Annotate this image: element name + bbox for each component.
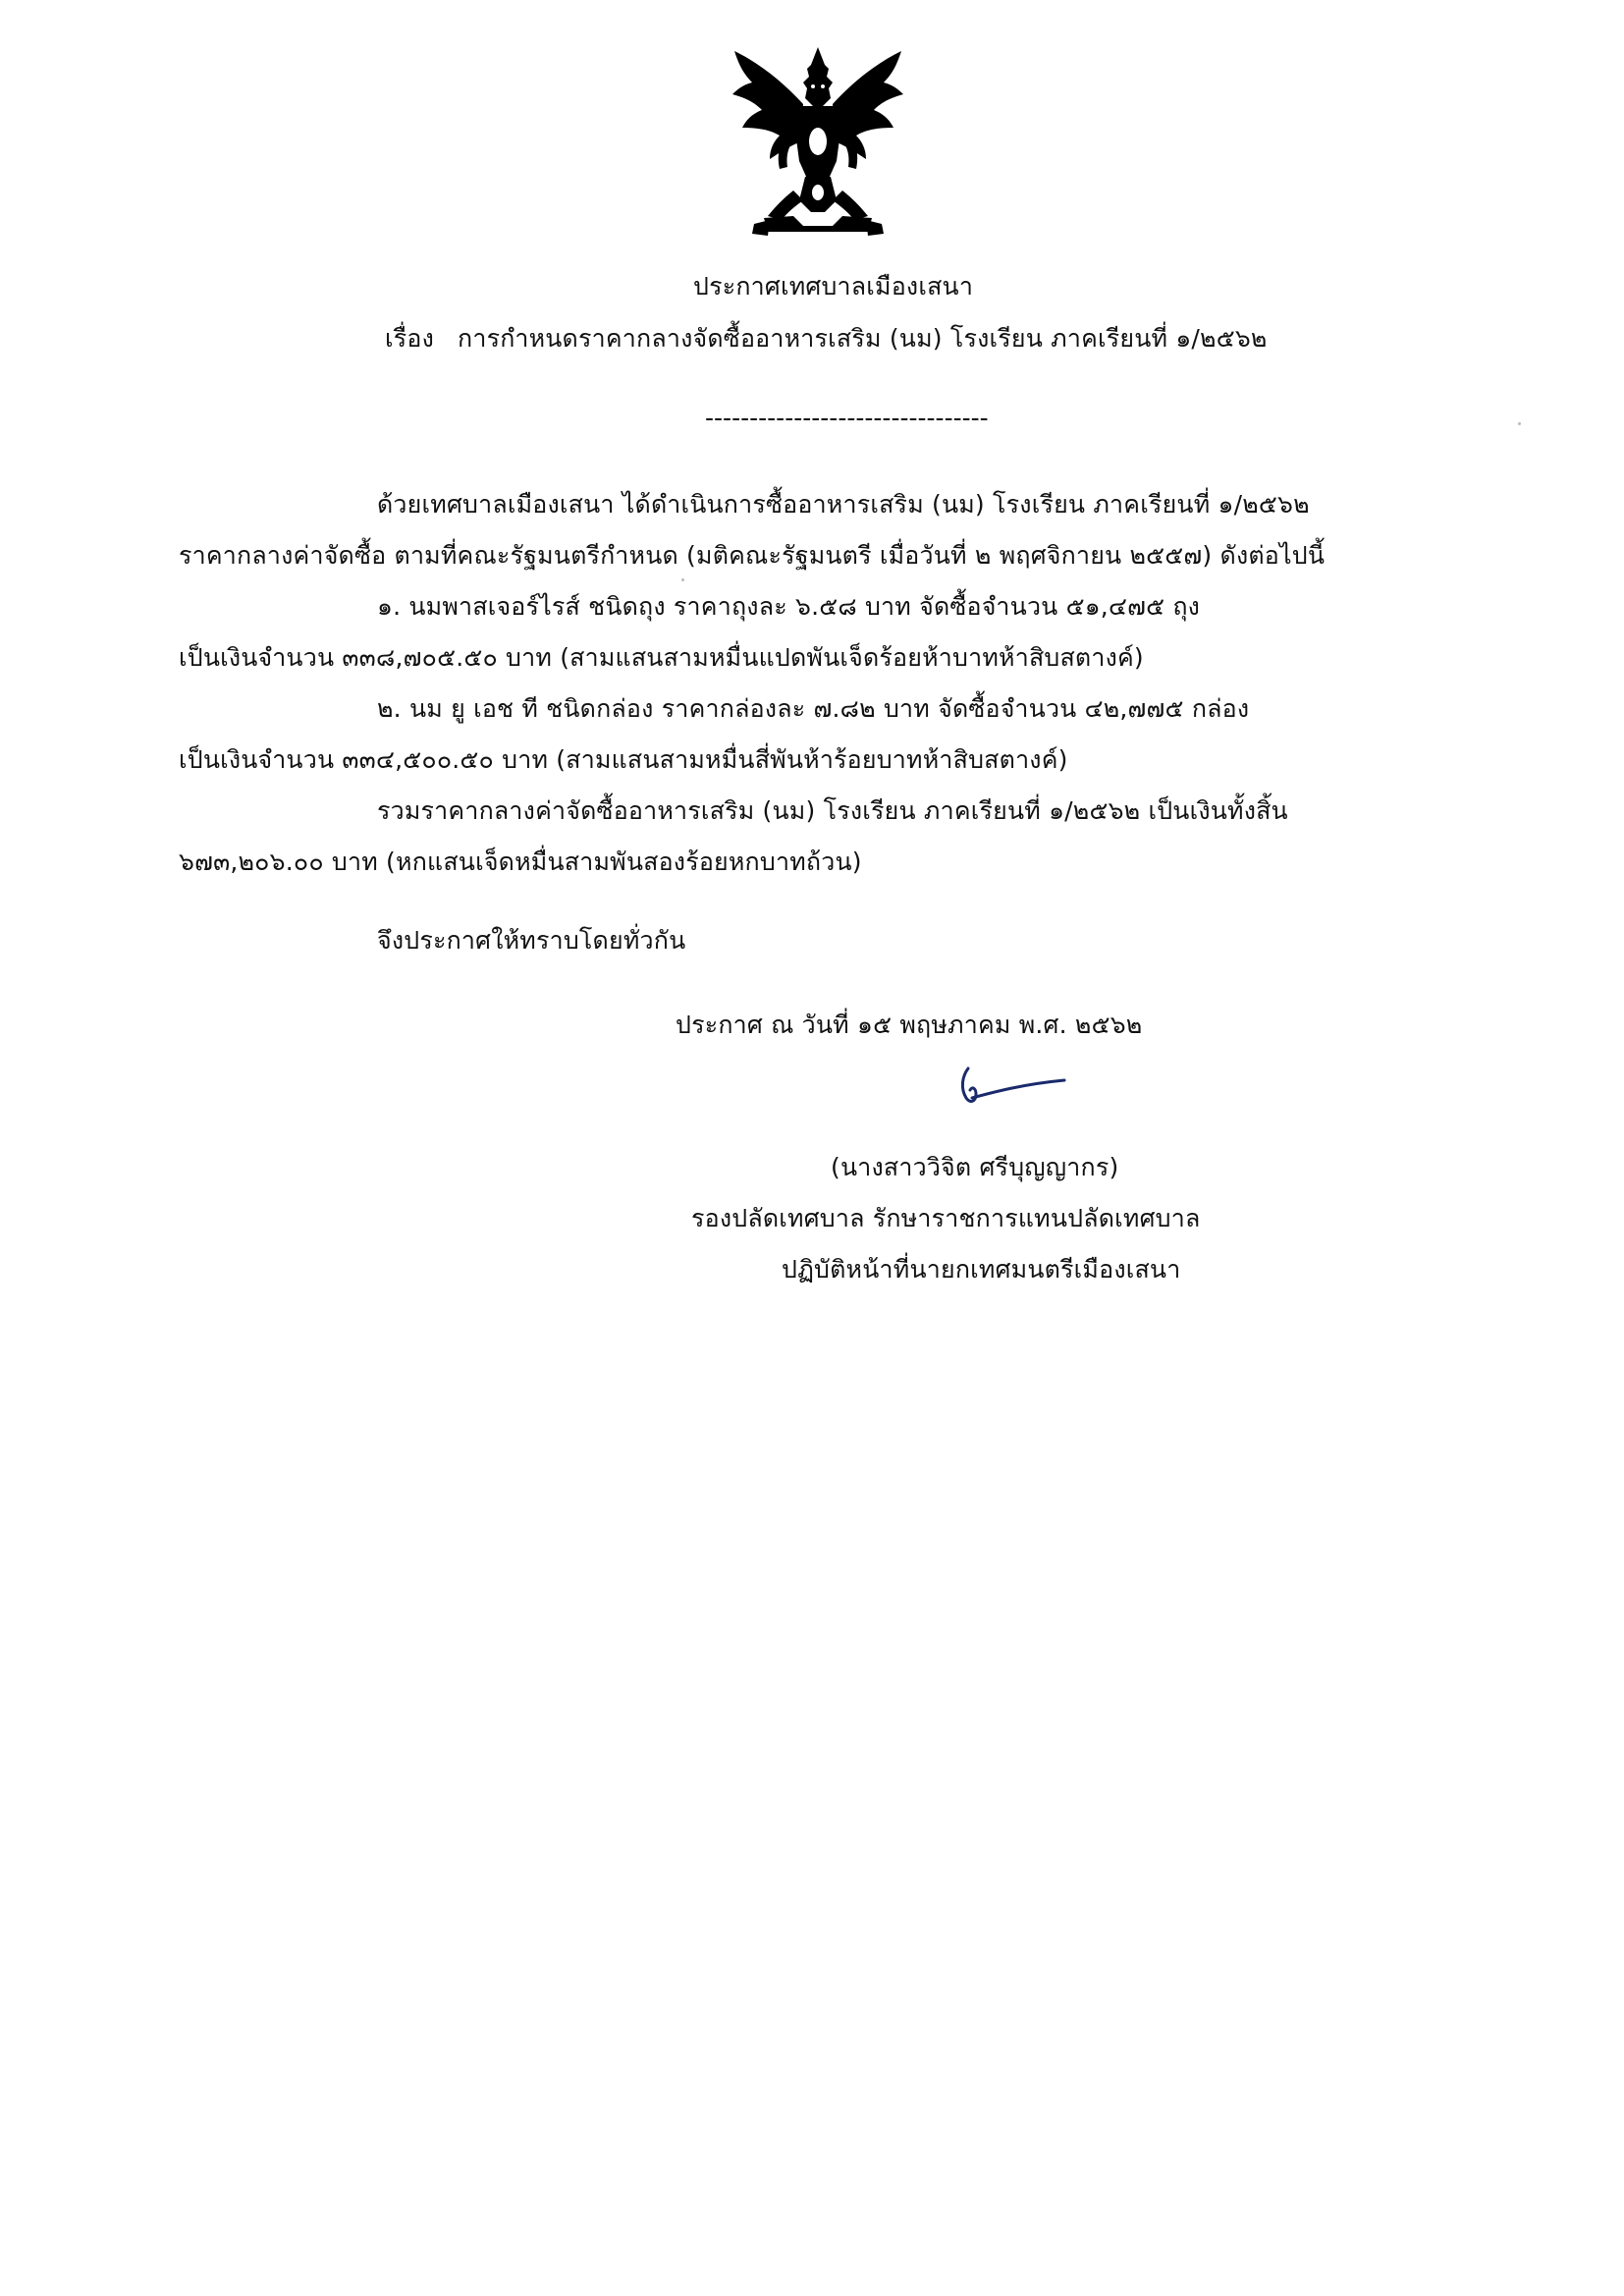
signer-title-2: ปฏิบัติหน้าที่นายกเทศมนตรีเมืองเสนา bbox=[782, 1255, 1181, 1284]
subject-text: การกำหนดราคากลางจัดซื้ออาหารเสริม (นม) โรงเรียน ภาคเรียนที่ ๑/๒๕๖๒ bbox=[458, 324, 1268, 353]
signer-title-1: รองปลัดเทศบาล รักษาราชการแทนปลัดเทศบาล bbox=[691, 1204, 1201, 1232]
issuer-title: ประกาศเทศบาลเมืองเสนา bbox=[693, 272, 974, 301]
total-line-1: รวมราคากลางค่าจัดซื้ออาหารเสริม (นม) โรงเรียน ภาคเรียนที่ ๑/๒๕๖๒ เป็นเงินทั้งสิ้น bbox=[377, 796, 1288, 825]
signer-name: (นางสาววิจิต ศรีบุญญากร) bbox=[831, 1153, 1119, 1181]
item-1-line-1: ๑. นมพาสเจอร์ไรส์ ชนิดถุง ราคาถุงละ ๖.๕๘ บาท จัดซื้อจำนวน ๕๑,๔๗๕ ถุง bbox=[377, 592, 1201, 621]
item-2-line-2: เป็นเงินจำนวน ๓๓๔,๕๐๐.๕๐ บาท (สามแสนสามหมื่นสี่พันห้าร้อยบาทห้าสิบสตางค์) bbox=[179, 745, 1068, 774]
scan-speck bbox=[1518, 422, 1521, 425]
intro-line-2: ราคากลางค่าจัดซื้อ ตามที่คณะรัฐมนตรีกำหนด (มติคณะรัฐมนตรี เมื่อวันที่ ๒ พฤศจิกายน ๒๕๕๗) ดังต่อไปนี้ bbox=[179, 541, 1326, 570]
subject-label: เรื่อง bbox=[385, 324, 434, 353]
scan-speck bbox=[681, 578, 684, 581]
separator-line: -------------------------------- bbox=[705, 404, 989, 432]
handwritten-signature-icon bbox=[954, 1059, 1072, 1114]
item-1-line-2: เป็นเงินจำนวน ๓๓๘,๗๐๕.๕๐ บาท (สามแสนสามหมื่นแปดพันเจ็ดร้อยห้าบาทห้าสิบสตางค์) bbox=[179, 643, 1144, 672]
announcement-date: ประกาศ ณ วันที่ ๑๕ พฤษภาคม พ.ศ. ๒๕๖๒ bbox=[676, 1011, 1143, 1039]
total-line-2: ๖๗๓,๒๐๖.๐๐ บาท (หกแสนเจ็ดหมื่นสามพันสองร้อยหกบาทถ้วน) bbox=[179, 847, 862, 876]
intro-line-1: ด้วยเทศบาลเมืองเสนา ได้ดำเนินการซื้ออาหารเสริม (นม) โรงเรียน ภาคเรียนที่ ๑/๒๕๖๒ bbox=[377, 490, 1310, 519]
closing-statement: จึงประกาศให้ทราบโดยทั่วกัน bbox=[377, 926, 686, 955]
item-2-line-1: ๒. นม ยู เอช ที ชนิดกล่อง ราคากล่องละ ๗.๘๒ บาท จัดซื้อจำนวน ๔๒,๗๗๕ กล่อง bbox=[377, 694, 1250, 723]
garuda-emblem-icon bbox=[725, 43, 911, 240]
